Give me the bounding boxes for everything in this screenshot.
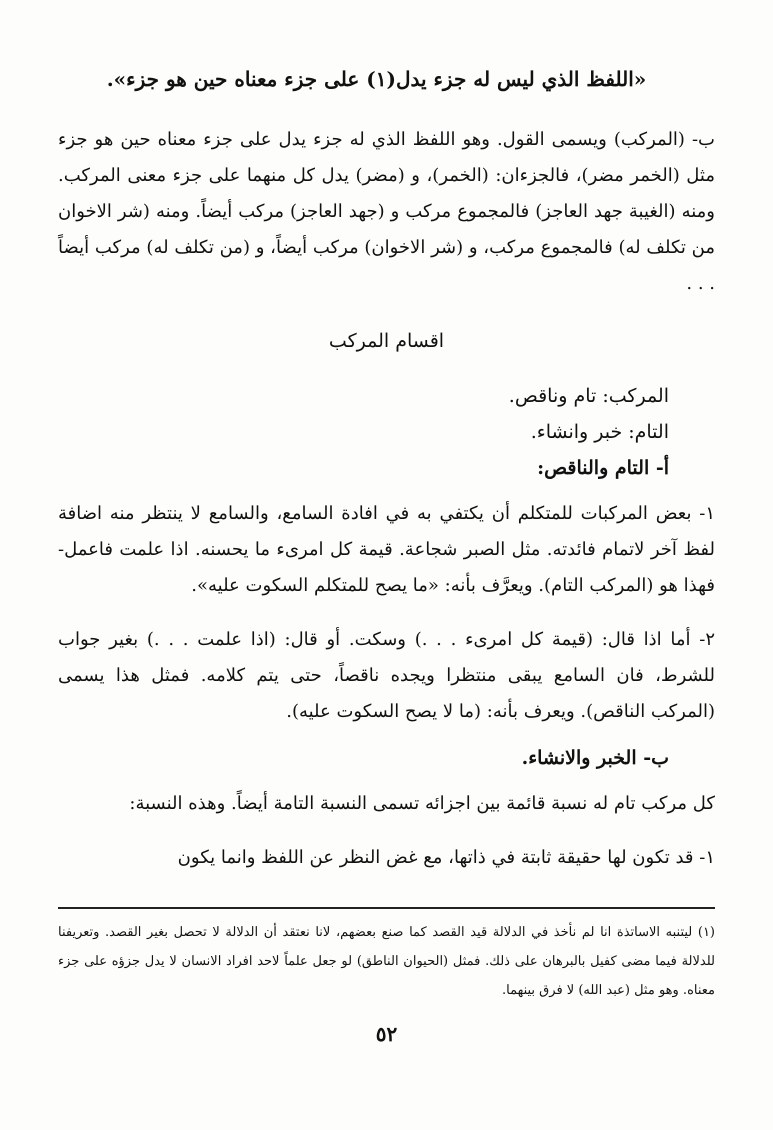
subheading-predicate-creation: ب- الخبر والانشاء.: [521, 747, 669, 769]
paragraph-compound: ب- (المركب) ويسمى القول. وهو اللفظ الذي له جزء يدل على جزء معناه حين هو جزء مثل (الخمر مضر)، فالجزءان: (الخمر)، و (مضر) يدل كل منهما على جزء معنى المركب. ومنه (الغيبة جهد العاجز) فالمجموع مركب و (جهد العاجز) مركب أيضاً. ومنه (شر الاخوان من تكلف له) فالمجموع مركب، و (شر الاخوان) مركب أيضاً، و (من تكلف له) مركب أيضاً . . .: [58, 129, 715, 294]
subheading-complete-incomplete: أ- التام والناقص:: [537, 457, 669, 479]
definition-heading: «اللفظ الذي ليس له جزء يدل(١) على جزء معناه حين هو جزء».: [106, 67, 647, 91]
paragraph-relation-1: ١- قد تكون لها حقيقة ثابتة في ذاتها، مع غض النظر عن اللفظ وانما يكون: [177, 847, 715, 868]
footnote: (١) ليتنبه الاساتذة انا لم نأخذ في الدلالة قيد القصد كما صنع بعضهم، لانا نعتقد أن الدلالة لا تحصل بغير القصد. وتعريفنا للدلالة فيما مضى كفيل بالبرهان على ذلك. فمثل (الحيوان الناطق) لو جعل علماً لاحد افراد الانسان لا يدل جزؤه على جزء معناه. وهو مثل (عبد الله) لا فرق بينهما.: [58, 925, 715, 998]
footnote-divider: [58, 907, 715, 909]
division-line-1: المركب: تام وناقص.: [508, 385, 669, 407]
page-number: ٥٢: [375, 1022, 398, 1046]
paragraph-incomplete: ٢- أما اذا قال: (قيمة كل امرىء . . .) وسكت. أو قال: (اذا علمت . . .) بغير جواب للشرط، فان السامع يبقى منتظرا ويجده ناقصاً، حتى يتم كلامه. فمثل هذا يسمى (المركب الناقص). ويعرف بأنه: (ما لا يصح السكوت عليه).: [58, 629, 715, 722]
section-title: اقسام المركب: [328, 330, 445, 352]
paragraph-relation: كل مركب تام له نسبة قائمة بين اجزائه تسمى النسبة التامة أيضاً. وهذه النسبة:: [129, 793, 715, 814]
paragraph-complete: ١- بعض المركبات للمتكلم أن يكتفي به في افادة السامع، والسامع لا ينتظر منه اضافة لفظ آخر لاتمام فائدته. مثل الصبر شجاعة. قيمة كل امرىء ما يحسنه. اذا علمت فاعمل- فهذا هو (المركب التام). ويعرَّف بأنه: «ما يصح للمتكلم السكوت عليه».: [58, 503, 715, 596]
division-line-2: التام: خبر وانشاء.: [530, 421, 669, 443]
